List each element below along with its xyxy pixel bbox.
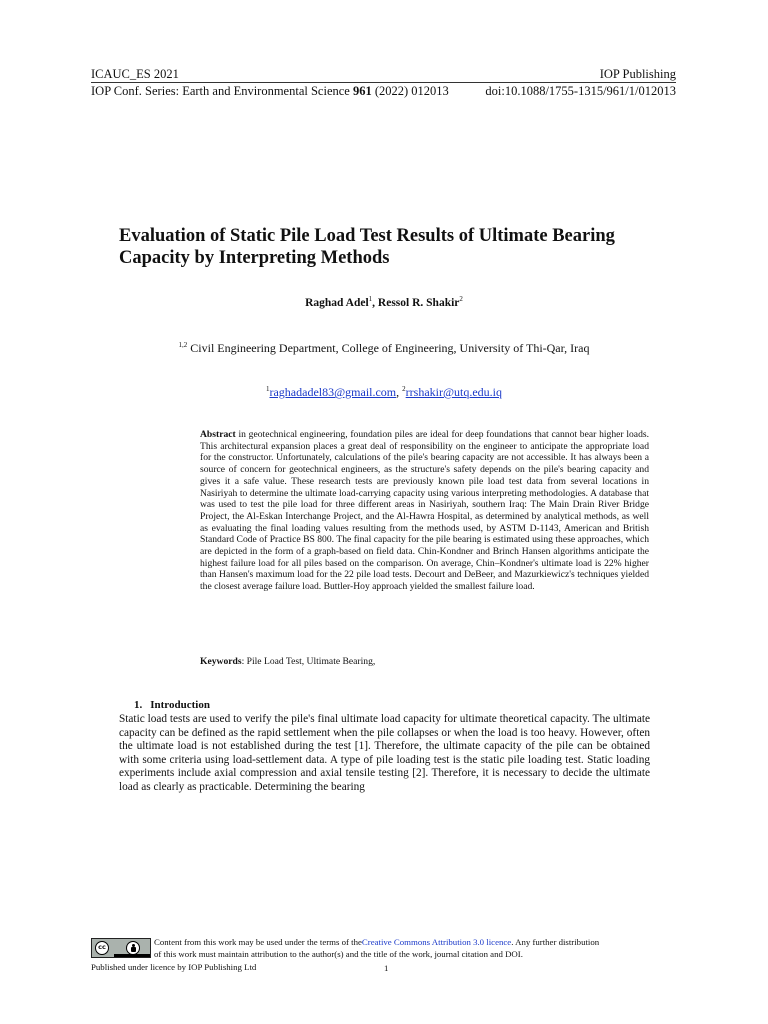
- license-text-b: . Any further distribution: [511, 937, 600, 947]
- abstract-text: in geotechnical engineering, foundation piles are ideal for deep foundations that cannot bear higher loads. This architectural expansion places a great deal of responsibility on the engineer to anticipate the appropriate load for the constructor. Unfortunately, calculations of the pile's bearing capacity are not accessible. It has always been a source of concern for geotechnical engineers, as the structure's safety depends on the pile's bearing capacity and gives it a safe value. These research tests are previously known pile load test data from several locations in Nasiriyah to determine the ultimate load-carrying capacity using various interpreting methodologies. A database that was used to test the pile load for three different areas in Nasiriyah, southern Iraq: The Main Drain River Bridge Project, the Al-Eskan Interchange Project, and the Al-Hawra Hospital, as determined by analytical methods, as well as evaluating the final loading values resulting from the methods used, by ASTM D-1143, American and British Standard Code of Practice BS 800. The final capacity for the pile bearing is estimated using these approaches, which are depicted in the form of a graph-based on field data. Chin-Kondner and Brinch Hansen algorithms anticipate the highest failure load for all piles based on the comparison. On average, Chin–Kondner's ultimate load is 22% higher than Hansen's maximum load for the 22 pile load tests. Decourt and DeBeer, and Mazurkiewicz's techniques yielded the closest average failure load. Buttler-Hoy approach yielded the smallest failure load.: [200, 429, 649, 593]
- email-1-link[interactable]: raghadadel83@gmail.com: [269, 385, 397, 399]
- section-number: 1.: [134, 699, 143, 711]
- series-prefix: IOP Conf. Series: Earth and Environmental Science: [91, 84, 353, 98]
- publisher-name: IOP Publishing: [599, 67, 676, 81]
- attribution-person-icon: [126, 941, 140, 955]
- email-separator: ,: [396, 385, 403, 399]
- author-2-affil-marker: 2: [459, 295, 463, 303]
- section-heading: [134, 699, 210, 711]
- author-separator: ,: [372, 296, 378, 309]
- author-2: Ressol R. Shakir: [377, 296, 460, 309]
- doi[interactable]: doi:10.1088/1755-1315/961/1/012013: [485, 84, 676, 98]
- license-text-a: Content from this work may be used under the terms of the: [154, 937, 362, 947]
- license-notice: [154, 937, 684, 960]
- badge-bar: [114, 954, 150, 957]
- license-line-2: of this work must maintain attribution to the author(s) and the title of the work, journal citation and DOI.: [154, 948, 523, 959]
- cc-icon: cc: [95, 941, 109, 955]
- journal-series: [91, 84, 449, 98]
- conference-name: ICAUC_ES 2021: [91, 67, 179, 81]
- publisher-licence: Published under licence by IOP Publishing Ltd: [91, 962, 257, 972]
- abstract: [200, 429, 649, 593]
- keywords: [200, 656, 649, 668]
- affiliation-marker: 1,2: [178, 341, 188, 349]
- author-list: [0, 295, 768, 309]
- abstract-label: Abstract: [200, 429, 236, 440]
- affiliation: [0, 341, 768, 356]
- series-volume: 961: [352, 84, 372, 98]
- email-2-link[interactable]: rrshakir@utq.edu.iq: [405, 385, 503, 399]
- series-suffix: (2022) 012013: [371, 84, 449, 98]
- page-number: 1: [384, 963, 389, 973]
- email-1-marker: 1: [265, 385, 270, 393]
- license-line-1: [154, 937, 684, 949]
- affiliation-text: Civil Engineering Department, College of Engineering, University of Thi-Qar, Iraq: [187, 341, 590, 355]
- author-1: Raghad Adel: [305, 296, 369, 309]
- keywords-text: : Pile Load Test, Ultimate Bearing,: [241, 656, 376, 667]
- header-rule: [91, 82, 676, 83]
- author-1-affil-marker: 1: [368, 295, 373, 303]
- email-2-marker: 2: [402, 385, 406, 393]
- author-emails: [0, 385, 768, 400]
- paper-title: Evaluation of Static Pile Load Test Results of Ultimate Bearing Capacity by Interpreting Methods: [119, 226, 615, 268]
- license-link[interactable]: Creative Commons Attribution 3.0 licence: [361, 937, 512, 947]
- section-body: Static load tests are used to verify the pile's final ultimate load capacity for ultimate theoretical capacity. The ultimate capacity can be defined as the rapid settlement when the pile collapses or when the load is too heavy. However, often the ultimate load is not established during the test [1]. Therefore, the ultimate capacity of the pile can be obtained with some criteria using load-settlement data. A type of pile loading test is the static pile loading test. Static loading experiments include axial compression and axial tensile testing [2]. Therefore, it is necessary to decide the ultimate load as clearly as practicable. Determining the bearing: [119, 713, 650, 793]
- cc-by-license-icon[interactable]: [91, 938, 151, 958]
- section-title: Introduction: [150, 699, 210, 711]
- keywords-label: Keywords: [200, 656, 242, 667]
